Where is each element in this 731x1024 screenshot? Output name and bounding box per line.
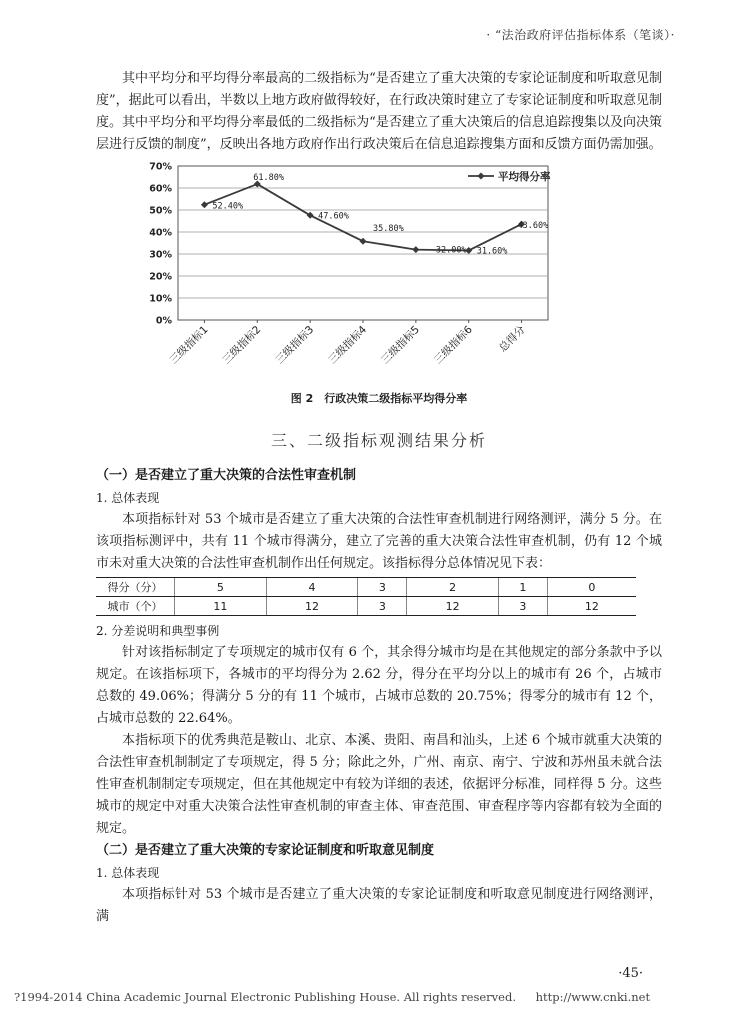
- page-body: [96, 68, 662, 928]
- table-cell: 3: [498, 597, 547, 616]
- figure-caption: 图 2 行政决策二级指标平均得分率: [290, 392, 468, 405]
- x-tick-label: 三级指标3: [273, 323, 317, 367]
- legend-label: 平均得分率: [498, 171, 551, 183]
- part1-heading: （一）是否建立了重大决策的合法性审查机制: [96, 468, 357, 483]
- x-tick-label: 三级指标5: [379, 323, 422, 367]
- table-cell: 1: [498, 578, 547, 597]
- copyright-url: http://www.cnki.net: [535, 990, 651, 1004]
- data-point: [412, 246, 419, 253]
- y-tick-label: 0%: [155, 315, 172, 327]
- part1-paragraph-3: 本指标项下的优秀典范是鞍山、北京、本溪、贵阳、南昌和汕头，上述 6 个城市就重大决策的合法性审查机制制定了专项规定，得 5 分；除此之外，广州、南京、南宁、宁波和苏州虽未就合法性审查机制制定专项规定，但在其他规定中有较为详细的表述，依据评分标准，同样得 5 分。这些城市的规定中对重大决策合法性审查机制的审查主体、审查范围、审查程序等内容都有较为全面的规定。: [96, 733, 662, 836]
- chart-y-ticks: [149, 162, 172, 327]
- part2-heading: （二）是否建立了重大决策的专家论证制度和听取意见制度: [96, 843, 435, 858]
- table-cell: 12: [407, 597, 499, 616]
- table-cell: 5: [175, 578, 267, 597]
- data-label: 32.00%: [435, 245, 467, 256]
- data-label: 61.80%: [253, 173, 285, 184]
- table-cell: 4: [266, 578, 358, 597]
- line-chart: [96, 160, 662, 388]
- chart-series: [201, 181, 525, 257]
- part1-paragraph-1: 本项指标针对 53 个城市是否建立了重大决策的合法性审查机制进行网络测评，满分 5 分。在该项指标测评中，共有 11 个城市得满分，建立了完善的重大决策合法性审查机制，仍有 12 个城市未对重大决策的合法性审查机制作出任何规定。该指标得分总体情况见下表：: [96, 512, 662, 571]
- y-tick-label: 50%: [149, 205, 172, 217]
- y-tick-label: 60%: [149, 183, 172, 195]
- x-tick-label: 总得分: [496, 323, 528, 355]
- data-point: [201, 201, 208, 208]
- part1-cases-heading: 2. 分差说明和典型事例: [96, 624, 220, 638]
- running-header: · “法治政府评估指标体系（笔谈）·: [486, 28, 675, 42]
- data-label: 31.60%: [476, 246, 508, 257]
- legend-marker: [478, 173, 485, 180]
- chart-legend: [468, 170, 551, 183]
- score-table: [96, 577, 636, 616]
- part1-overall-heading: 1. 总体表现: [96, 491, 160, 505]
- x-tick-label: 三级指标4: [326, 323, 370, 367]
- table-cell: 2: [407, 578, 499, 597]
- table-cell: 0: [547, 578, 636, 597]
- table-cell: 11: [175, 597, 267, 616]
- x-tick-label: 三级指标2: [220, 323, 264, 367]
- y-tick-label: 20%: [149, 271, 172, 283]
- data-point: [360, 238, 367, 245]
- section-title: 三、二级指标观测结果分析: [270, 431, 487, 450]
- y-tick-label: 40%: [149, 227, 172, 239]
- y-tick-label: 10%: [149, 293, 172, 305]
- page-number: ·45·: [618, 966, 643, 981]
- part1-paragraph-2: 针对该指标制定了专项规定的城市仅有 6 个，其余得分城市均是在其他规定的部分条款中予以规定。在该指标项下，各城市的平均得分为 2.62 分，得分在平均分以上的城市有 26 个，占城市总数的 49.06%；得满分 5 分的有 11 个城市，占城市总数的 20.75%；得零分的城市有 12 个，占城市总数的 22.64%。: [96, 645, 662, 726]
- y-tick-label: 30%: [149, 249, 172, 261]
- data-label: 43.60%: [517, 221, 549, 232]
- data-label: 47.60%: [318, 211, 349, 222]
- table-cell: 3: [358, 597, 407, 616]
- table-row: [96, 578, 636, 597]
- y-tick-label: 70%: [149, 161, 172, 173]
- table-row: [96, 597, 636, 616]
- data-label: 35.80%: [373, 224, 404, 235]
- copyright-line: [14, 990, 650, 1004]
- table-cell: 12: [266, 597, 358, 616]
- table-cell: 12: [547, 597, 636, 616]
- line-chart-svg: [96, 160, 662, 388]
- x-tick-label: 三级指标6: [431, 323, 475, 367]
- table-cell: 城市（个）: [96, 597, 175, 616]
- data-label: 52.40%: [212, 201, 244, 212]
- table-cell: 3: [358, 578, 407, 597]
- table-cell: 得分（分）: [96, 578, 175, 597]
- copyright-text: ?1994-2014 China Academic Journal Electronic Publishing House. All rights reserved.: [14, 990, 516, 1004]
- part2-overall-heading: 1. 总体表现: [96, 866, 160, 880]
- x-tick-label: 三级指标1: [167, 323, 211, 367]
- chart-x-ticks: [167, 320, 528, 367]
- part2-paragraph-1: 本项指标针对 53 个城市是否建立了重大决策的专家论证制度和听取意见制度进行网络测评，满: [96, 887, 662, 924]
- intro-paragraph: 其中平均分和平均得分率最高的二级指标为“是否建立了重大决策的专家论证制度和听取意见制度”，据此可以看出，半数以上地方政府做得较好，在行政决策时建立了专家论证制度和听取意见制度。其中平均分和平均得分率最低的二级指标为“是否建立了重大决策后的信息追踪搜集以及向决策层进行反馈的制度”，反映出各地方政府作出行政决策后在信息追踪搜集方面和反馈方面仍需加强。: [96, 71, 662, 152]
